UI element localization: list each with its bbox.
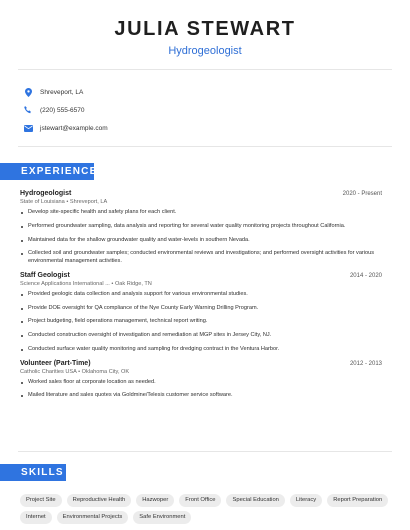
job-bullet: Performed groundwater sampling, data analysis and reporting for several water quality monitoring projects throughout California. — [20, 223, 382, 231]
skill-chip: Safe Environment — [133, 511, 191, 524]
header-divider — [18, 69, 392, 70]
resume-header — [0, 0, 410, 58]
contact-location — [23, 83, 108, 101]
job-location: Shreveport, LA — [69, 199, 108, 205]
experience-heading: EXPERIENCE — [0, 163, 94, 180]
job-entry — [20, 190, 382, 266]
job-bullets — [20, 291, 382, 354]
job-employer-line: Science Applications International ... • Oak Ridge, TN — [20, 280, 152, 287]
job-title: Volunteer (Part-Time) — [20, 359, 91, 367]
job-employer: State of Louisiana — [20, 199, 65, 205]
job-employer: Science Applications International ... — [20, 280, 110, 287]
job-employer-line: Catholic Charities USA • Oklahoma City, OK — [20, 368, 130, 375]
location-pin-icon — [23, 87, 33, 97]
skill-chip: Report Preparation — [327, 494, 388, 507]
skill-chip: Project Site — [20, 494, 62, 507]
skills-heading: SKILLS — [0, 464, 66, 481]
contact-phone-text: (220) 555-6570 — [40, 106, 85, 114]
job-employer: Catholic Charities USA — [20, 368, 77, 375]
skill-chip: Internet — [20, 511, 52, 524]
job-location: Oklahoma City, OK — [81, 368, 130, 375]
job-title: Hydrogeologist — [20, 190, 72, 197]
job-bullet: Provided geologic data collection and analysis support for various environmental studies. — [20, 291, 382, 299]
skills-divider — [18, 451, 392, 452]
job-dates: 2012 - 2013 — [349, 360, 382, 367]
skill-chip: Reproductive Health — [67, 494, 132, 507]
job-entry — [20, 360, 382, 400]
skills-list — [20, 494, 390, 524]
job-dates: 2020 - Present — [342, 191, 382, 197]
job-bullet: Maintained data for the shallow groundwater quality and water-levels in southern Nevada. — [20, 237, 382, 245]
job-dates: 2014 - 2020 — [349, 272, 382, 279]
contact-location-text: Shreveport, LA — [40, 88, 84, 96]
experience-section — [20, 190, 382, 406]
envelope-icon — [23, 123, 33, 133]
contact-phone — [23, 101, 108, 119]
contact-divider — [18, 146, 392, 147]
job-location: Oak Ridge, TN — [114, 280, 152, 287]
contact-email[interactable] — [23, 119, 108, 137]
skill-chip: Special Education — [226, 494, 284, 507]
job-bullet: Develop site-specific health and safety plans for each client. — [20, 209, 382, 217]
job-employer-line: State of Louisiana • Shreveport, LA — [20, 199, 108, 205]
candidate-name: JULIA STEWART — [114, 18, 296, 40]
job-bullet: Conducted surface water quality monitoring and sampling for dredging contract in the Ventura Harbor. — [20, 346, 382, 354]
job-bullets — [20, 379, 382, 400]
job-bullet: Collected soil and groundwater samples; conducted environmental reviews and investigations; and performed oversight activities for various environmental management activities. — [20, 250, 382, 265]
job-bullet: Project budgeting, field operations management, technical report writing. — [20, 318, 382, 326]
job-bullet: Provide DOE oversight for QA compliance of the Nye County Early Warning Drilling Program. — [20, 305, 382, 313]
job-bullet: Worked sales floor at corporate location as needed. — [20, 379, 382, 387]
phone-icon — [23, 105, 33, 115]
skill-chip: Hazwoper — [136, 494, 174, 507]
job-title: Staff Geologist — [20, 271, 70, 279]
skill-chip: Front Office — [179, 494, 221, 507]
contact-email-text[interactable]: jstewart@example.com — [40, 124, 108, 132]
job-entry — [20, 272, 382, 354]
skill-chip: Environmental Projects — [57, 511, 129, 524]
candidate-title: Hydrogeologist — [168, 45, 242, 57]
job-bullet: Conducted construction oversight of investigation and remediation at MGP sites in Jersey City, NJ. — [20, 332, 382, 340]
skill-chip: Literacy — [290, 494, 322, 507]
job-bullet: Mailed literature and sales quotes via Goldmine/Telesis customer service software. — [20, 392, 382, 400]
job-bullets — [20, 209, 382, 266]
contact-list — [23, 83, 108, 137]
